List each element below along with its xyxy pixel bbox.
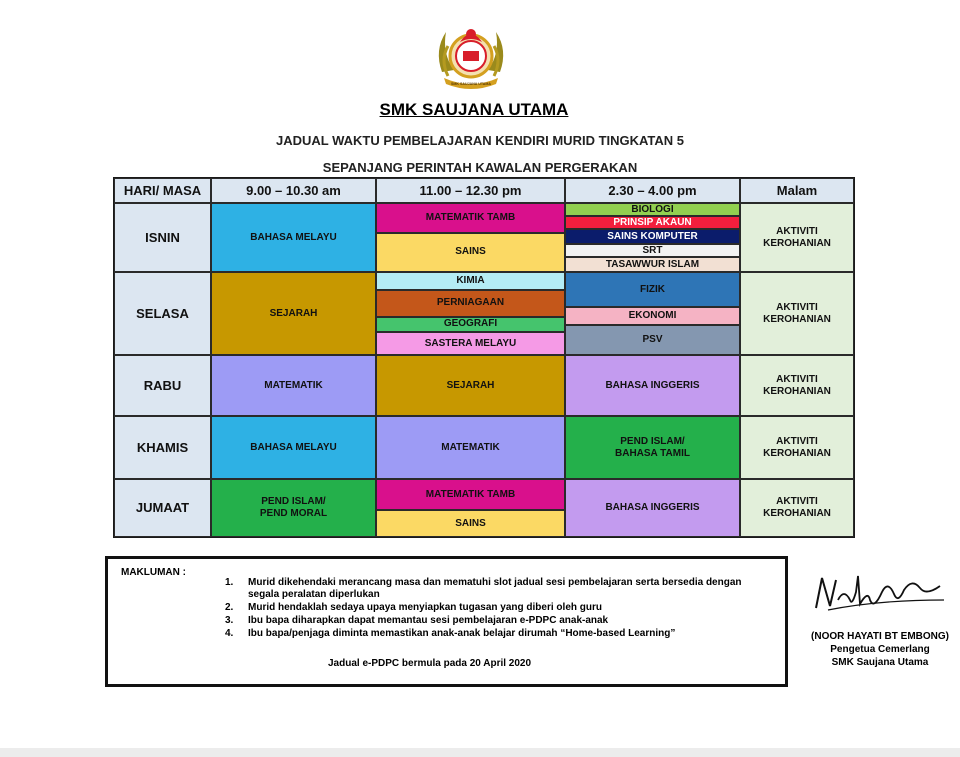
notice-item xyxy=(225,615,768,627)
notice-box xyxy=(105,556,788,687)
signatory-name: (NOOR HAYATI BT EMBONG) xyxy=(811,631,949,642)
subject-cell: GEOGRAFI xyxy=(376,317,565,333)
subject-cell: PEND ISLAM/ BAHASA TAMIL xyxy=(565,416,740,479)
subject-cell: EKONOMI xyxy=(565,307,740,325)
subject-cell: FIZIK xyxy=(565,272,740,307)
subject-cell: BAHASA MELAYU xyxy=(211,203,376,272)
subject-cell: MATEMATIK xyxy=(211,355,376,416)
timetable xyxy=(113,177,855,538)
subject-cell: BAHASA INGGERIS xyxy=(565,479,740,537)
subject-cell: KIMIA xyxy=(376,272,565,290)
night-activity-cell: AKTIVITI KEROHANIAN xyxy=(740,272,854,355)
logo-banner-text: SMK SAUJANA UTAMA xyxy=(451,82,491,86)
page-title: JADUAL WAKTU PEMBELAJARAN KENDIRI MURID TINGKATAN 5 xyxy=(275,133,685,148)
signatory xyxy=(800,630,960,669)
col-header-slot3: 2.30 – 4.00 pm xyxy=(565,178,740,203)
subject-cell: PSV xyxy=(565,325,740,355)
subject-cell: SAINS xyxy=(376,233,565,272)
night-activity-cell: AKTIVITI KEROHANIAN xyxy=(740,355,854,416)
subject-cell: PERNIAGAAN xyxy=(376,290,565,317)
col-header-slot2: 11.00 – 12.30 pm xyxy=(376,178,565,203)
notice-item-number: 2. xyxy=(225,602,234,613)
day-label: RABU xyxy=(114,355,211,416)
page-bottom-bar xyxy=(0,748,960,757)
handwritten-signature-icon xyxy=(808,570,948,620)
subject-cell: SASTERA MELAYU xyxy=(376,332,565,355)
subject-cell: SEJARAH xyxy=(211,272,376,355)
subject-cell: SAINS KOMPUTER xyxy=(565,229,740,244)
notice-item-text: Murid dikehendaki merancang masa dan mematuhi slot jadual sesi pembelajaran serta bersedia dengan segala peralatan diperlukan xyxy=(248,577,742,600)
subject-cell: SEJARAH xyxy=(376,355,565,416)
subject-cell: BAHASA INGGERIS xyxy=(565,355,740,416)
subject-cell: PRINSIP AKAUN xyxy=(565,216,740,229)
notice-item-number: 1. xyxy=(225,577,234,588)
subject-cell: TASAWWUR ISLAM xyxy=(565,257,740,272)
col-header-slot1: 9.00 – 10.30 am xyxy=(211,178,376,203)
school-crest-icon xyxy=(432,20,510,92)
page-subtitle: SEPANJANG PERINTAH KAWALAN PERGERAKAN xyxy=(322,160,638,175)
subject-cell: MATEMATIK xyxy=(376,416,565,479)
notice-item xyxy=(225,628,768,640)
day-label: SELASA xyxy=(114,272,211,355)
notice-item-text: Ibu bapa diharapkan dapat memantau sesi pembelajaran e-PDPC anak-anak xyxy=(248,615,609,626)
signatory-school: SMK Saujana Utama xyxy=(831,657,929,668)
subject-cell: BIOLOGI xyxy=(565,203,740,216)
notice-item-number: 3. xyxy=(225,615,234,626)
night-activity-cell: AKTIVITI KEROHANIAN xyxy=(740,203,854,272)
subject-cell: PEND ISLAM/ PEND MORAL xyxy=(211,479,376,537)
day-label: ISNIN xyxy=(114,203,211,272)
notice-item xyxy=(225,602,768,614)
notice-item xyxy=(225,577,768,601)
notice-title: MAKLUMAN : xyxy=(121,567,186,578)
night-activity-cell: AKTIVITI KEROHANIAN xyxy=(740,479,854,537)
day-label: JUMAAT xyxy=(114,479,211,537)
subject-cell: MATEMATIK TAMB xyxy=(376,203,565,233)
notice-footer: Jadual e-PDPC bermula pada 20 April 2020 xyxy=(328,658,532,669)
day-label: KHAMIS xyxy=(114,416,211,479)
notice-item-number: 4. xyxy=(225,628,234,639)
subject-cell: SAINS xyxy=(376,510,565,537)
notice-list xyxy=(225,577,768,641)
col-header-day: HARI/ MASA xyxy=(114,178,211,203)
notice-item-text: Murid hendaklah sedaya upaya menyiapkan tugasan yang diberi oleh guru xyxy=(248,602,602,613)
signatory-position: Pengetua Cemerlang xyxy=(830,644,930,655)
night-activity-cell: AKTIVITI KEROHANIAN xyxy=(740,416,854,479)
notice-item-text: Ibu bapa/penjaga diminta memastikan anak-anak belajar dirumah “Home-based Learning” xyxy=(248,628,676,639)
subject-cell: BAHASA MELAYU xyxy=(211,416,376,479)
school-name: SMK SAUJANA UTAMA xyxy=(379,100,569,119)
subject-cell: SRT xyxy=(565,244,740,257)
col-header-night: Malam xyxy=(740,178,854,203)
subject-cell: MATEMATIK TAMB xyxy=(376,479,565,510)
